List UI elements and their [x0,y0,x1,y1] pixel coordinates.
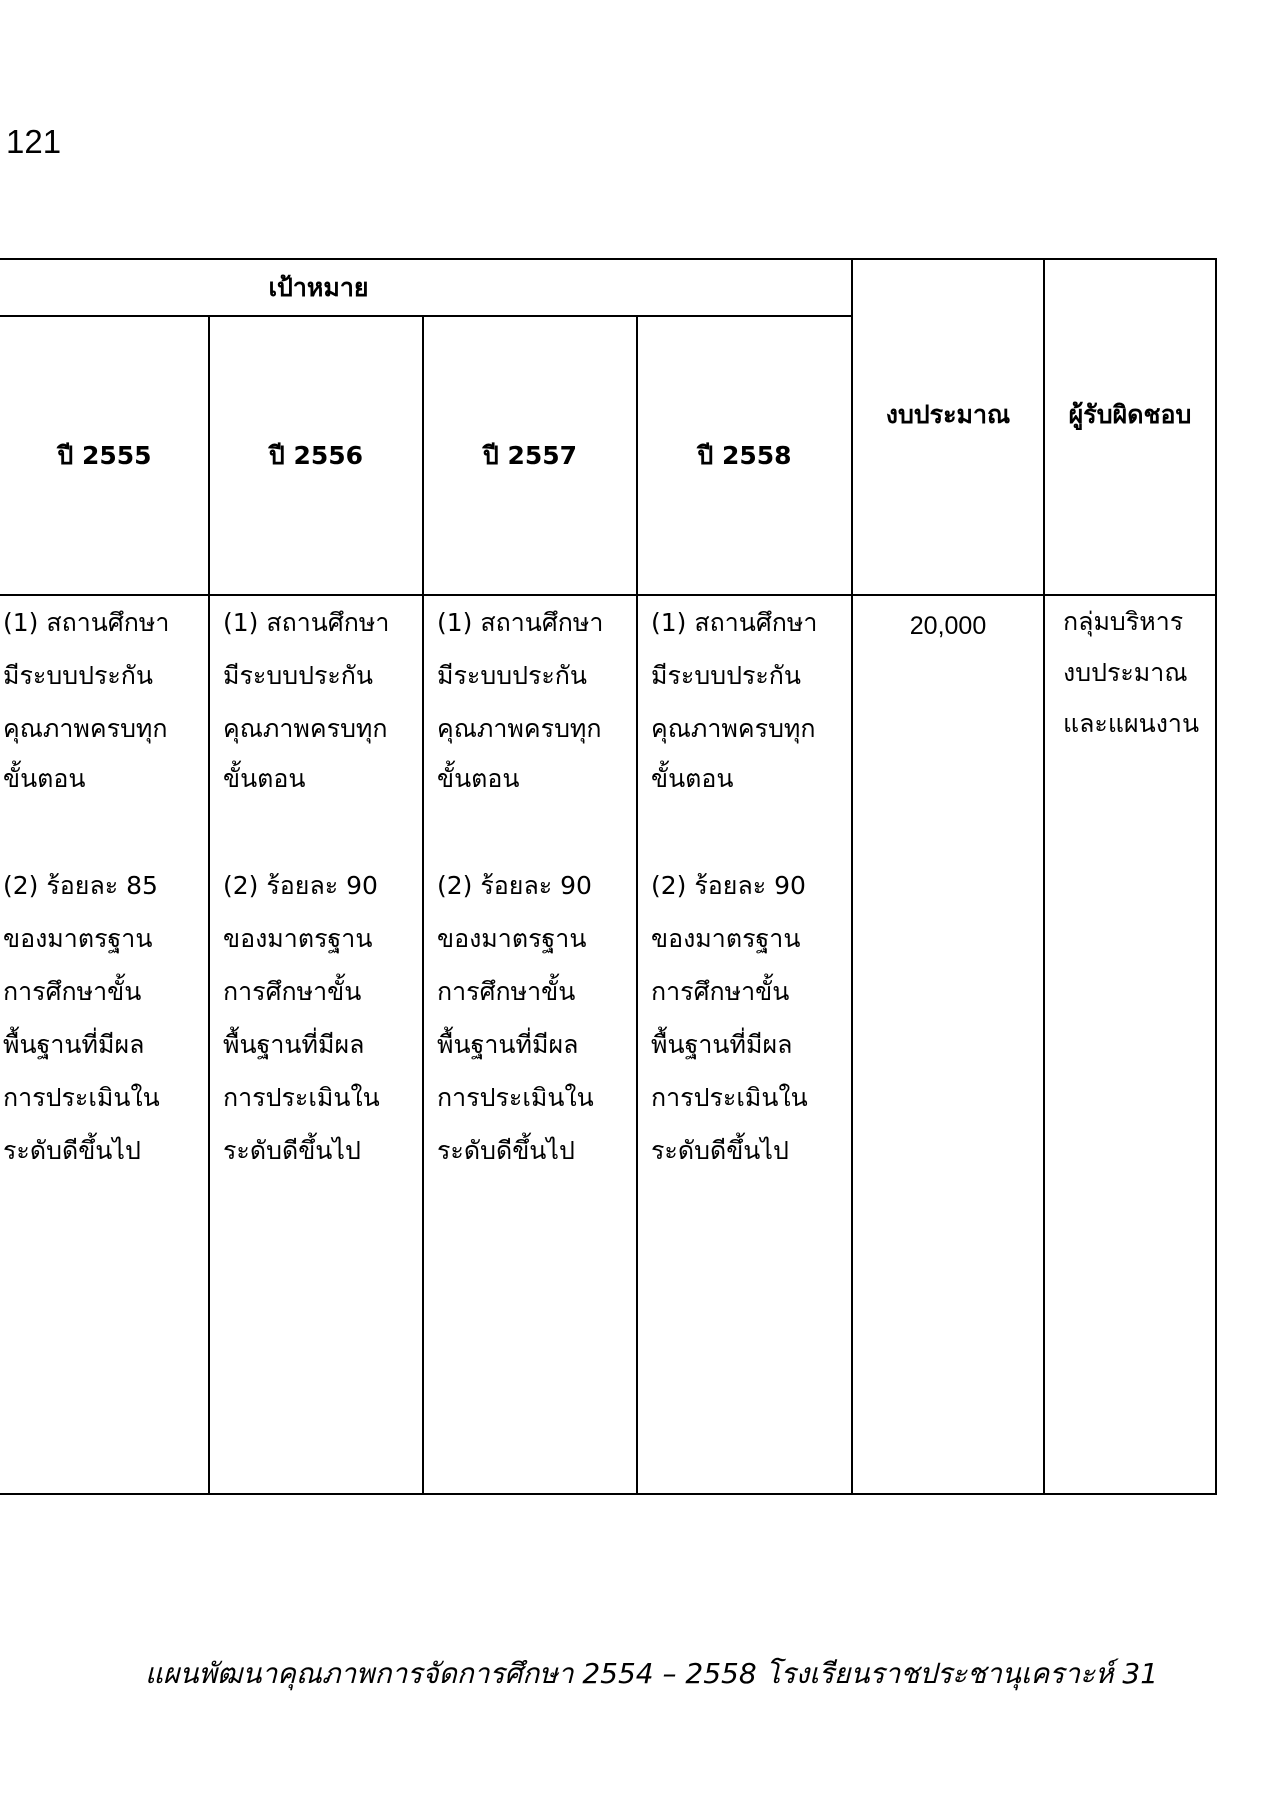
header-year-2557 [423,317,637,595]
target-item-2 [223,859,389,1177]
text-line: (1) สถานศึกษา [223,608,390,637]
text-line: ขั้นตอน [437,764,520,793]
text-line: การศึกษาขั้น [437,977,576,1006]
text-line: ขั้นตอน [3,764,86,793]
header-year-label: ปี 2555 [57,441,152,470]
text-line: มีระบบประกัน [223,661,374,690]
text-line: พื้นฐานที่มีผล [437,1030,579,1059]
page-number: 121 [6,123,62,160]
header-budget-label: งบประมาณ [885,400,1011,429]
text-line: พื้นฐานที่มีผล [223,1030,365,1059]
target-cell-2558 [651,596,817,1177]
target-item-2 [651,859,817,1177]
target-item-1 [3,596,169,805]
text-line: พื้นฐานที่มีผล [3,1030,145,1059]
page-footer: แผนพัฒนาคุณภาพการจัดการศึกษา 2554 – 2558 โรงเรียนราชประชานุเคราะห์ 31 [144,1657,1159,1690]
text-line: ระดับดีขึ้นไป [223,1136,361,1165]
text-line: (1) สถานศึกษา [651,608,818,637]
text-line: พื้นฐานที่มีผล [651,1030,793,1059]
header-year-2558 [637,317,852,595]
text-line: ของมาตรฐาน [437,924,587,953]
target-cell-2555 [3,596,169,1177]
text-line: คุณภาพครบทุก [3,714,168,743]
text-line: คุณภาพครบทุก [651,714,816,743]
target-item-1 [651,596,817,805]
header-year-2556 [209,317,423,595]
text-line: (2) ร้อยละ 90 [651,871,806,900]
target-item-1 [437,596,603,805]
text-line: มีระบบประกัน [437,661,588,690]
text-line: (2) ร้อยละ 90 [223,871,378,900]
text-line: การศึกษาขั้น [3,977,142,1006]
text-line: คุณภาพครบทุก [223,714,388,743]
text-line: (1) สถานศึกษา [3,608,170,637]
text-line: (2) ร้อยละ 90 [437,871,592,900]
text-line: การประเมินใน [437,1083,594,1112]
text-line: งบประมาณ [1063,658,1188,687]
header-year-label: ปี 2558 [697,441,792,470]
header-responsible [1044,260,1216,570]
table-bottom-border [0,1493,1217,1495]
text-line: การประเมินใน [223,1083,380,1112]
header-year-2555 [0,317,209,595]
target-item-2 [3,859,169,1177]
text-line: ของมาตรฐาน [223,924,373,953]
header-responsible-label: ผู้รับผิดชอบ [1068,400,1192,429]
text-line: กลุ่มบริหาร [1063,607,1184,636]
text-line: ของมาตรฐาน [3,924,153,953]
text-line: การศึกษาขั้น [651,977,790,1006]
text-line: ระดับดีขึ้นไป [3,1136,141,1165]
responsible-cell [1063,596,1199,749]
text-line: การประเมินใน [651,1083,808,1112]
budget-value: 20,000 [909,612,987,640]
target-cell-2557 [437,596,603,1177]
text-line: มีระบบประกัน [651,661,802,690]
text-line: (1) สถานศึกษา [437,608,604,637]
text-line: ระดับดีขึ้นไป [437,1136,575,1165]
target-cell-2556 [223,596,389,1177]
header-year-label: ปี 2557 [482,441,578,470]
header-year-label: ปี 2556 [268,441,364,470]
text-line: (2) ร้อยละ 85 [3,871,158,900]
target-item-2 [437,859,603,1177]
text-line: และแผนงาน [1063,709,1200,738]
text-line: การศึกษาขั้น [223,977,362,1006]
text-line: ของมาตรฐาน [651,924,801,953]
text-line: ระดับดีขึ้นไป [651,1136,789,1165]
text-line: มีระบบประกัน [3,661,154,690]
text-line: ขั้นตอน [651,764,734,793]
text-line: ขั้นตอน [223,764,306,793]
target-item-1 [223,596,389,805]
text-line: คุณภาพครบทุก [437,714,602,743]
header-budget [852,260,1044,570]
header-targets: เป้าหมาย [268,273,369,302]
text-line: การประเมินใน [3,1083,160,1112]
